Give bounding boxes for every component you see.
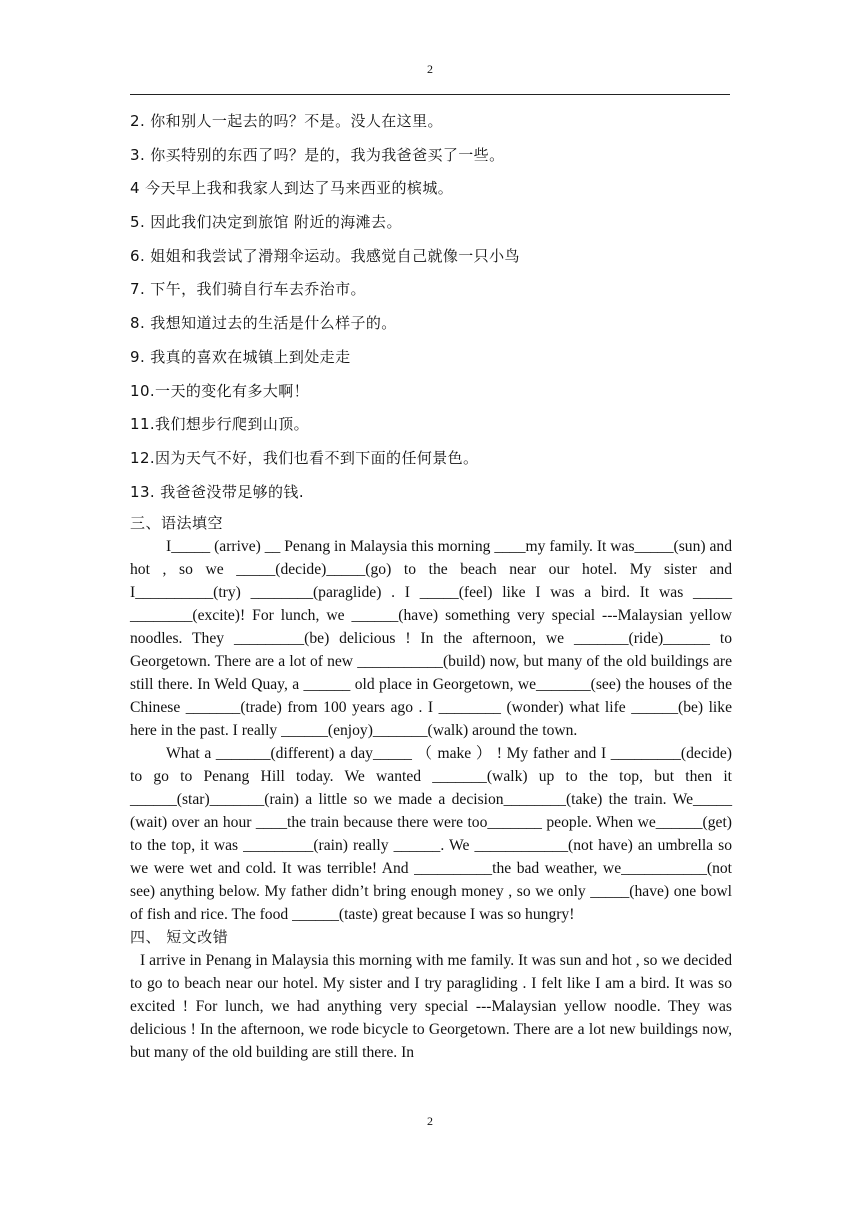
- translation-item: 6. 姐姐和我尝试了滑翔伞运动。我感觉自己就像一只小鸟: [130, 246, 520, 265]
- section-3-paragraph-2: What a _______(different) a day_____ （ make ） ! My father and I _________(decide) to go to Penang Hill today. We wanted _______(walk) up to the top, but then it ______(star)_______(rain) a little so we made a decision________(take) the train. We_____ (wait) over an hour ____the train because there were too_______ people. When we______(get) to the top, it was _________(rain) really ______. We ____________(not have) an umbrella so we were wet and cold. It was terrible! And __________the bad weather, we___________(not see) anything below. My father didn’t bring enough money , so we only _____(have) one bowl of fish and rice. The food ______(taste) great because I was so hungry!: [130, 745, 732, 924]
- header-page-number: 2: [427, 62, 433, 76]
- section-3-paragraph-1: I_____ (arrive) __ Penang in Malaysia this morning ____my family. It was_____(sun) and hot , so we _____(decide)_____(go) to the beach near our hotel. My sister and I__________(try) ________(paraglide) . I _____(feel) like I was a bird. It was _____ ________(excite)! For lunch, we ______(have) something very special ---Malaysian yellow noodles. They _________(be) delicious ! In the afternoon, we _______(ride)______ to Georgetown. There are a lot of new ___________(build) now, but many of the old buildings are still there. In Weld Quay, a ______ old place in Georgetown, we_______(see) the houses of the Chinese _______(trade) from 100 years ago . I ________ (wonder) what life ______(be) like here in the past. I really ______(enjoy)_______(walk) around the town.: [130, 538, 732, 740]
- section-4-heading: 四、 短文改错: [130, 928, 229, 947]
- translation-item: 2. 你和别人一起去的吗？不是。没人在这里。: [130, 112, 443, 130]
- translation-item: 12.因为天气不好，我们也看不到下面的任何景色。: [130, 448, 479, 467]
- translation-item: 8. 我想知道过去的生活是什么样子的。: [130, 314, 397, 333]
- translation-list: [130, 108, 732, 512]
- translation-item: 7. 下午，我们骑自行车去乔治市。: [130, 280, 366, 299]
- section-4-paragraph: I arrive in Penang in Malaysia this morning with me family. It was sun and hot , so we decided to go to beach near our hotel. My sister and I try paragliding . I felt like I am a bird. It was so excited ! For lunch, we had anything very special ---Malaysian yellow noodle. They was delicious ! In the afternoon, we rode bicycle to Georgetown. There are a lot new buildings now, but many of the old building are still there. In: [130, 952, 732, 1062]
- translation-item: 3. 你买特别的东西了吗？是的，我为我爸爸买了一些。: [130, 145, 505, 164]
- translation-item: 11.我们想步行爬到山顶。: [130, 415, 310, 434]
- document-body: [130, 108, 732, 1064]
- translation-item: 5. 因此我们决定到旅馆 附近的海滩去。: [130, 213, 402, 232]
- translation-item: 4 今天早上我和我家人到达了马来西亚的槟城。: [130, 179, 454, 198]
- translation-item: 9. 我真的喜欢在城镇上到处走走: [130, 347, 351, 366]
- header-rule: [130, 94, 730, 95]
- translation-item: 10.一天的变化有多大啊！: [130, 381, 310, 400]
- footer-page-number: 2: [427, 1114, 433, 1128]
- section-3-heading: 三、语法填空: [130, 514, 224, 533]
- translation-item: 13. 我爸爸没带足够的钱.: [130, 482, 304, 501]
